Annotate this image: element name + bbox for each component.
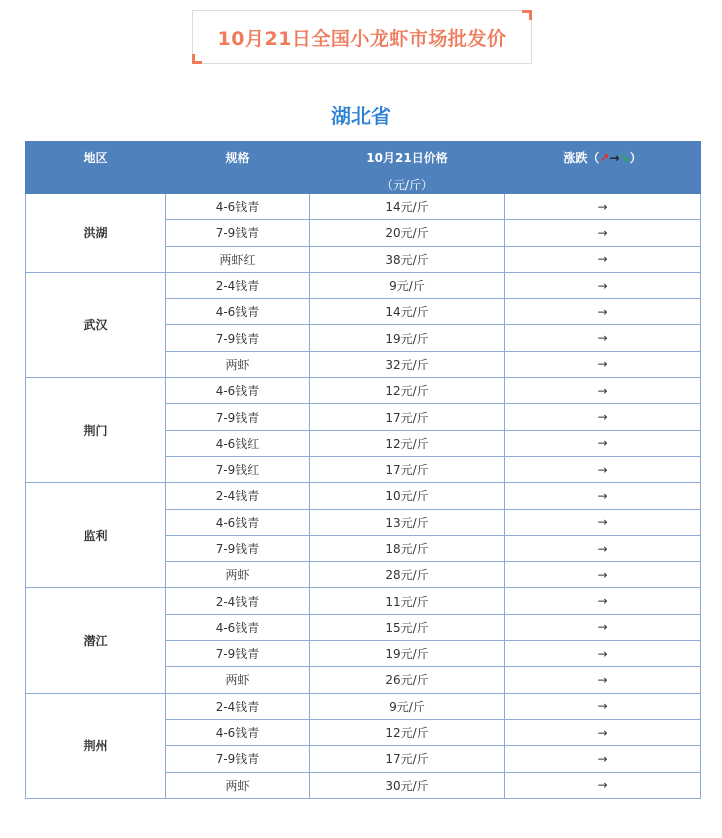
spec-cell: 7-9钱青: [166, 535, 310, 561]
spec-cell: 4-6钱青: [166, 509, 310, 535]
change-cell: →: [505, 509, 701, 535]
spec-cell: 2-4钱青: [166, 693, 310, 719]
change-cell: →: [505, 378, 701, 404]
spec-cell: 两虾: [166, 772, 310, 798]
change-cell: →: [505, 220, 701, 246]
spec-cell: 7-9钱红: [166, 456, 310, 482]
change-cell: →: [505, 299, 701, 325]
corner-decoration: [522, 10, 532, 20]
spec-cell: 4-6钱青: [166, 719, 310, 745]
spec-cell: 7-9钱青: [166, 325, 310, 351]
change-cell: →: [505, 746, 701, 772]
header-change-label: 涨跌（: [563, 151, 600, 165]
price-cell: 14元/斤: [310, 299, 505, 325]
price-cell: 18元/斤: [310, 535, 505, 561]
change-cell: →: [505, 404, 701, 430]
spec-cell: 两虾红: [166, 246, 310, 272]
title-banner: [192, 10, 532, 64]
spec-cell: 4-6钱青: [166, 378, 310, 404]
change-cell: →: [505, 483, 701, 509]
spec-cell: 4-6钱青: [166, 299, 310, 325]
spec-cell: 4-6钱红: [166, 430, 310, 456]
region-cell: 潜江: [26, 588, 166, 693]
price-cell: 20元/斤: [310, 220, 505, 246]
price-cell: 10元/斤: [310, 483, 505, 509]
price-cell: 32元/斤: [310, 351, 505, 377]
change-cell: →: [505, 272, 701, 298]
spec-cell: 2-4钱青: [166, 588, 310, 614]
header-price: [310, 142, 505, 194]
price-cell: 12元/斤: [310, 719, 505, 745]
table-row: [26, 588, 701, 614]
change-cell: →: [505, 562, 701, 588]
price-cell: 9元/斤: [310, 272, 505, 298]
spec-cell: 两虾: [166, 562, 310, 588]
corner-decoration: [192, 54, 202, 64]
table-header-row: [26, 142, 701, 194]
table-row: [26, 194, 701, 220]
page-title: 10月21日全国小龙虾市场批发价: [217, 27, 507, 50]
price-cell: 17元/斤: [310, 404, 505, 430]
change-cell: →: [505, 719, 701, 745]
arrow-down-icon: ↘: [619, 151, 630, 165]
price-cell: 14元/斤: [310, 194, 505, 220]
change-cell: →: [505, 641, 701, 667]
price-cell: 11元/斤: [310, 588, 505, 614]
region-cell: 荆州: [26, 693, 166, 798]
change-cell: →: [505, 588, 701, 614]
spec-cell: 7-9钱青: [166, 220, 310, 246]
change-cell: →: [505, 351, 701, 377]
header-price-label: 10月21日价格: [366, 151, 448, 165]
spec-cell: 4-6钱青: [166, 194, 310, 220]
table-row: [26, 272, 701, 298]
price-cell: 28元/斤: [310, 562, 505, 588]
change-cell: →: [505, 430, 701, 456]
change-cell: →: [505, 667, 701, 693]
change-cell: →: [505, 535, 701, 561]
change-cell: →: [505, 614, 701, 640]
header-spec: 规格: [166, 142, 310, 194]
spec-cell: 7-9钱青: [166, 746, 310, 772]
price-cell: 26元/斤: [310, 667, 505, 693]
spec-cell: 两虾: [166, 351, 310, 377]
spec-cell: 7-9钱青: [166, 641, 310, 667]
price-cell: 9元/斤: [310, 693, 505, 719]
header-change-close: ）: [629, 151, 642, 165]
change-cell: →: [505, 246, 701, 272]
price-cell: 17元/斤: [310, 456, 505, 482]
region-cell: 武汉: [26, 272, 166, 377]
spec-cell: 7-9钱青: [166, 404, 310, 430]
price-table: [25, 141, 701, 799]
region-cell: 荆门: [26, 378, 166, 483]
change-cell: →: [505, 325, 701, 351]
arrow-flat-icon: →: [609, 151, 620, 165]
change-cell: →: [505, 772, 701, 798]
price-cell: 15元/斤: [310, 614, 505, 640]
spec-cell: 2-4钱青: [166, 483, 310, 509]
header-region: 地区: [26, 142, 166, 194]
price-cell: 13元/斤: [310, 509, 505, 535]
header-change: [505, 142, 701, 194]
price-cell: 19元/斤: [310, 325, 505, 351]
spec-cell: 4-6钱青: [166, 614, 310, 640]
spec-cell: 2-4钱青: [166, 272, 310, 298]
change-cell: →: [505, 693, 701, 719]
price-cell: 38元/斤: [310, 246, 505, 272]
table-row: [26, 693, 701, 719]
change-cell: →: [505, 194, 701, 220]
spec-cell: 两虾: [166, 667, 310, 693]
change-cell: →: [505, 456, 701, 482]
region-cell: 洪湖: [26, 194, 166, 273]
price-cell: 19元/斤: [310, 641, 505, 667]
price-cell: 17元/斤: [310, 746, 505, 772]
price-cell: 12元/斤: [310, 430, 505, 456]
table-row: [26, 378, 701, 404]
province-heading: 湖北省: [331, 104, 391, 128]
table-row: [26, 483, 701, 509]
price-cell: 12元/斤: [310, 378, 505, 404]
region-cell: 监利: [26, 483, 166, 588]
header-price-unit: （元/斤）: [380, 178, 434, 192]
price-cell: 30元/斤: [310, 772, 505, 798]
arrow-up-icon: ↗: [599, 151, 610, 165]
